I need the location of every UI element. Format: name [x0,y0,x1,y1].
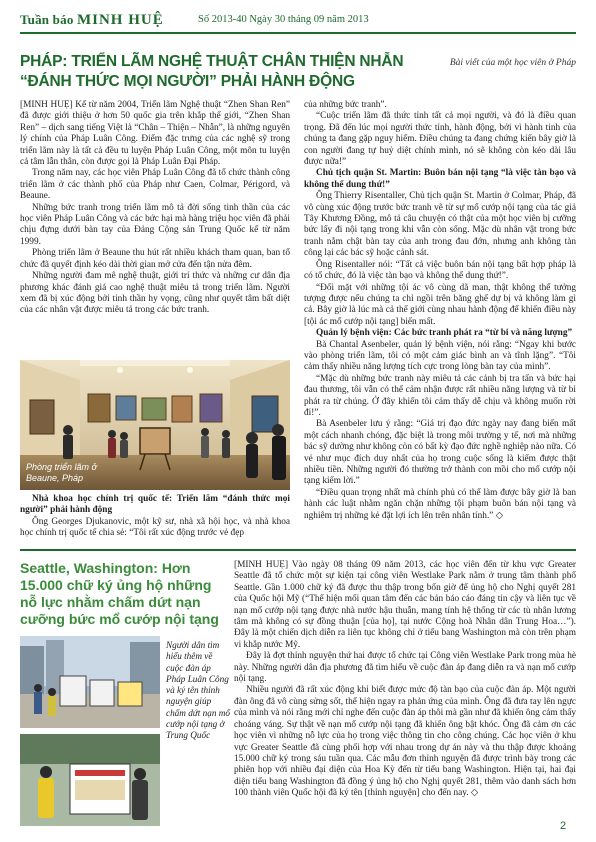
paragraph: Ông Thierry Risentaller, Chủ tịch quận St. Martin ở Colmar, Pháp, đã vô cùng xúc động trước bức tranh vẽ từ sự mổ cướp nội tạng của tác giả Tây Khương Đồng, mô tả câu chuyện có thật của một học viên bị cưỡng bức lấy đi nội tạng trong khi vẫn còn sống. Mặc dù nhân vật trong bức tranh nằm chật bàn tay của anh trong đau đớn, nhưng anh không tàn công lại các bác sỹ hoặc cảnh sát. [304,191,576,259]
paragraph: “Cuộc triển lãm đã thức tỉnh tất cả mọi người, và đó là điều quan trọng. Đã đến lúc mọi người thức tỉnh, hành động, bởi vì hành tinh của chúng ta đang gặp nguy hiểm. Điều chúng ta đang chứng kiến bây giờ là con người đang tự huỷ diệt chính mình, nó sẽ không còn kéo dài lâu được nữa!” [304,111,576,168]
photo-caption: Phòng triển lãm ở Beaune, Pháp [26,462,97,483]
petition-photo-2 [20,734,160,826]
publication-name [20,12,164,29]
paragraph: Đây là đợt thỉnh nguyện thứ hai được tổ chức tại Công viên Westlake Park trong mùa hè này. Những người dân địa phương đã tìm hiểu về cuộc đàn áp đang diễn ra và nạn mổ cướp nội tạng. [234,651,576,685]
subheading: Nhà khoa học chính trị quốc tế: Triển lãm “đánh thức mọi người” phải hành động [20,494,290,516]
section-divider [20,549,576,551]
paragraph: [MINH HUỆ] Kể từ năm 2004, Triển lãm Nghệ thuật “Zhen Shan Ren” đã được giới thiệu ở hơn 50 quốc gia trên khắp thế giới, “Zhen Shan Ren” – dịch sang tiếng Việt là “Chân – Thiện – Nhẫn”, là những nguyên lý chính của Pháp Luân Công. Điểm đặc trưng của các nghệ sỹ trong triển lãm này là tất cả đều tu luyện Pháp Luân Công, một môn tu luyện cả tâm lẫn thân, còn được gọi là Pháp Luân Đại Pháp. [20,100,290,168]
petition-photo-2-image [20,734,160,826]
brand-title: MINH HUỆ [76,12,164,28]
paragraph: Nhiều người đã rất xúc động khi biết được mức độ tàn bạo của cuộc đàn áp. Một người đàn ông đã vô cùng sửng sốt, thể hiện ngay ra phản ứng của mình. Ông đã đưa tay lên ngực của mình và nói rằng mới chỉ nghe đến cuộc đàn áp thôi mà gần như đã khiến ông cảm thấy choáng váng. Sự thật về nạn mổ cướp nội tạng đã khiến ông bật khóc. Ông đã cảm ơn các học viên vì những nỗ lực của họ trong việc thông tin cho công chúng. Các học viên ở khu vực Greater Seattle đã cùng phối hợp với nhau trong dự án này và thu thập được khoảng 15.000 chữ ký trong sáu tuần qua. Các mẫu đơn thỉnh nguyện đã được trình bày trong các phiên họp với nhiều đại diện của Hoa Kỳ đến từ tiểu bang Washington. Hiện tại, hai đại diện tiểu bang Washington đã đồng ý ủng hộ cho Nghị quyết 281, thêm vào danh sách hơn 100 thành viên Quốc hội đã ký tên [thỉnh nguyện] cho đến nay. ◇ [234,685,576,799]
petition-photo-1 [20,636,160,728]
article2-title: Seattle, Washington: Hơn 15.000 chữ ký ủng hộ những nỗ lực nhằm chấm dứt nạn cưỡng bức mổ cướp nội tạng [20,560,219,627]
paragraph: “Mặc dù những bức tranh này miêu tả các cảnh bị tra tấn và bức hại đau thương, tôi vẫn có thể cảm nhận được rất nhiều năng lượng và từ bi phát ra từ chúng. Ở đây khiến tôi cảm thấy dễ chịu và không muốn rời đi!”. [304,373,576,418]
article2-photo-caption: Người dân tìm hiểu thêm về cuộc đàn áp Pháp Luân Công và ký tên thỉnh nguyện giúp chấm dứt nạn mổ cướp nội tạng ở Trung Quốc [166,640,230,741]
article1-column-1-continued [20,494,290,544]
masthead-rule [20,32,576,34]
paragraph: Bà Chantal Asenbeler, quản lý bệnh viện, nói rằng: “Ngay khi bước vào phòng triển lãm, tôi có một cảm giác bình an và tĩnh lặng”. “Tôi cảm thấy nhiều năng lượng tích cực trong lòng bàn tay của mình”. [304,339,576,373]
article1-byline: Bài viết của một học viên ở Pháp [449,58,576,68]
subheading: Chủ tịch quận St. Martin: Buôn bán nội tạng “là việc tàn bạo và không thể dung thứ!” [304,168,576,190]
masthead [20,10,576,32]
article2-body [234,560,576,822]
paragraph: Ông Risentaller nói: “Tất cả việc buôn bán nội tạng bất hợp pháp là có tổ chức, đó là việc tàn bạo và không thể dung thứ!”. [304,259,576,282]
brand-prefix: Tuần báo [20,12,77,27]
paragraph: “Điều quan trọng nhất mà chính phủ có thể làm được bây giờ là ban hành các luật nhằm ngăn chặn những tội phạm buôn bán nội tạng và nghiêm trị những kẻ đặt lợi ích lên trên nhân tính.” ◇ [304,487,576,521]
paragraph: Những bức tranh trong triển lãm mô tả đời sống tinh thần của các học viên Pháp Luân Công và các bức hại mà hàng triệu học viên đã phải chịu đựng dưới bàn tay của Đảng Cộng sản Trung Quốc kể từ năm 1999. [20,202,290,247]
paragraph: Bà Asenbeler lưu ý rằng: “Giá trị đạo đức ngày nay đang biến mất một cách nhanh chóng, đặc biệt là trong môi trường y tế, nơi mà những bác sỹ dường như không còn có bất kỳ đạo đức nghề nghiệp nào nữa. Có vẻ như mục đích duy nhất của họ trong cuộc sống là kiếm được thật nhiều tiền. Những người đó thường trở thành con mồi cho mổ cướp nội tạng kiếm lời.” [304,419,576,487]
paragraph: Trong năm nay, các học viên Pháp Luân Công đã tổ chức thành công triển lãm ở các thành phố của Pháp như Caen, Colmar, Périgord, và Beaune. [20,168,290,202]
paragraph: [MINH HUỆ] Vào ngày 08 tháng 09 năm 2013, các học viên đến từ khu vực Greater Seattle đã tổ chức một sự kiện tại công viên Westlake Park nằm ở trung tâm thành phố Seattle. Gần 1.000 chữ ký đã được thu thập trong bốn giờ để ủng hộ cho Nghị quyết 281 của Quốc hội Mỹ (“Thể hiện mối quan tâm đến các bản báo cáo đáng tin cậy và liên tục về nạn mổ cướp nội tạng được nhà nước hậu thuẫn, mang tính hệ thống từ các tù nhân lương tâm mà không có sự đồng thuận [của họ], tại nước Cộng hoà Nhân dân Trung Hoa…”). Đây là một chiến dịch diễn ra liên tục không chỉ ở tiểu bang Washington mà còn trên phạm vi khắp nước Mỹ. [234,560,576,650]
paragraph: của những bức tranh”. [304,100,387,110]
article1-column-1 [20,100,290,358]
article1-column-2 [304,100,576,540]
paragraph: Những người đam mê nghệ thuật, giới trí thức và những cư dân địa phương khác đánh giá cao nghệ thuật miêu tả trong triển lãm. Người xem đã bị xúc động bởi tinh thần hy vọng, cũng như quyết tâm bất diệt của các nhân vật được miêu tả trong các bức tranh. [20,271,290,316]
petition-photo-1-image [20,636,160,728]
subheading: Quản lý bệnh viện: Các bức tranh phát ra “từ bi và năng lượng” [316,328,573,339]
paragraph: “Đối mặt với những tội ác vô cùng dã man, thật không thể tưởng tượng được nếu chúng ta chỉ ngồi trên băng ghế dự bị và không làm gì cả. Bây giờ là lúc mà cả thế giới cùng nhau hành động để khiến điều này [tội ác mổ cướp nội tạng] biến mất. [304,282,576,327]
paragraph: Phòng triển lãm ở Beaune thu hút rất nhiều khách tham quan, ban tổ chức đã quyết định kéo dài thời gian mở cửa đến tận nửa đêm. [20,248,290,270]
exhibition-photo [20,360,290,490]
page-number: 2 [560,820,567,832]
issue-date: Số 2013-40 Ngày 30 tháng 09 năm 2013 [198,14,369,25]
article1-title: PHÁP: TRIỂN LÃM NGHỆ THUẬT CHÂN THIỆN NHẪN “ĐÁNH THỨC MỌI NGƯỜI” PHẢI HÀNH ĐỘNG [20,53,404,90]
paragraph: Ông Georges Djukanovic, một kỹ sư, nhà xã hội học, và nhà khoa học chính trị quốc tế chia sẻ: “Tôi rất xúc động trước vẻ đẹp [20,516,290,539]
